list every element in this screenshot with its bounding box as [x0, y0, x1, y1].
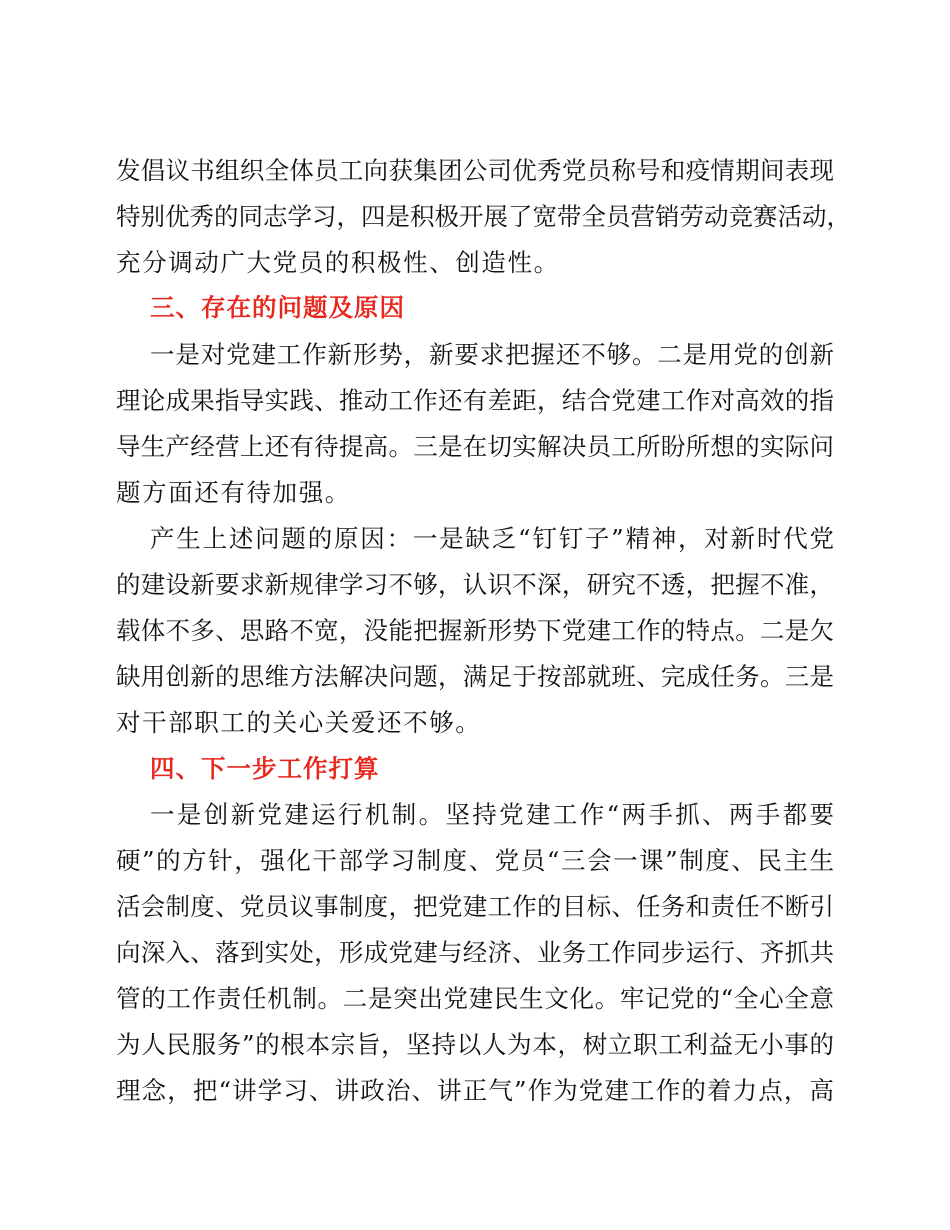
paragraph-line: 一是创新党建运行机制。坚持党建工作“两手抓、两手都要 [150, 800, 834, 829]
paragraph-line: 为人民服务”的根本宗旨，坚持以人为本，树立职工利益无小事的 [116, 1030, 834, 1059]
paragraph-line: 特别优秀的同志学习，四是积极开展了宽带全员营销劳动竞赛活动， [116, 202, 851, 231]
paragraph-line: 管的工作责任机制。二是突出党建民生文化。牢记党的“全心全意 [116, 984, 834, 1013]
paragraph-line: 向深入、落到实处，形成党建与经济、业务工作同步运行、齐抓共 [116, 938, 834, 967]
paragraph-line: 的建设新要求新规律学习不够，认识不深，研究不透，把握不准， [116, 570, 834, 599]
paragraph-line: 导生产经营上还有待提高。三是在切实解决员工所盼所想的实际问 [116, 432, 834, 461]
paragraph-line: 硬”的方针，强化干部学习制度、党员“三会一课”制度、民主生 [116, 846, 834, 875]
section-heading-3: 三、存在的问题及原因 [150, 293, 405, 322]
paragraph-line: 活会制度、党员议事制度，把党建工作的目标、任务和责任不断引 [116, 892, 834, 921]
paragraph-line: 充分调动广大党员的积极性、创造性。 [116, 248, 560, 277]
section-heading-4: 四、下一步工作打算 [150, 754, 380, 783]
paragraph-line: 对干部职工的关心关爱还不够。 [116, 708, 482, 737]
paragraph-line: 产生上述问题的原因：一是缺乏“钉钉子”精神，对新时代党 [150, 524, 834, 553]
paragraph-line: 载体不多、思路不宽，没能把握新形势下党建工作的特点。二是欠 [116, 616, 834, 645]
paragraph-line: 缺用创新的思维方法解决问题，满足于按部就班、完成任务。三是 [116, 662, 834, 691]
paragraph-line: 理论成果指导实践、推动工作还有差距，结合党建工作对高效的指 [116, 386, 834, 415]
paragraph-line: 理念，把“讲学习、讲政治、讲正气”作为党建工作的着力点，高 [116, 1076, 834, 1105]
paragraph-line: 一是对党建工作新形势，新要求把握还不够。二是用党的创新 [150, 340, 834, 369]
paragraph-line: 发倡议书组织全体员工向获集团公司优秀党员称号和疫情期间表现 [116, 156, 834, 185]
paragraph-line: 题方面还有待加强。 [116, 478, 351, 507]
